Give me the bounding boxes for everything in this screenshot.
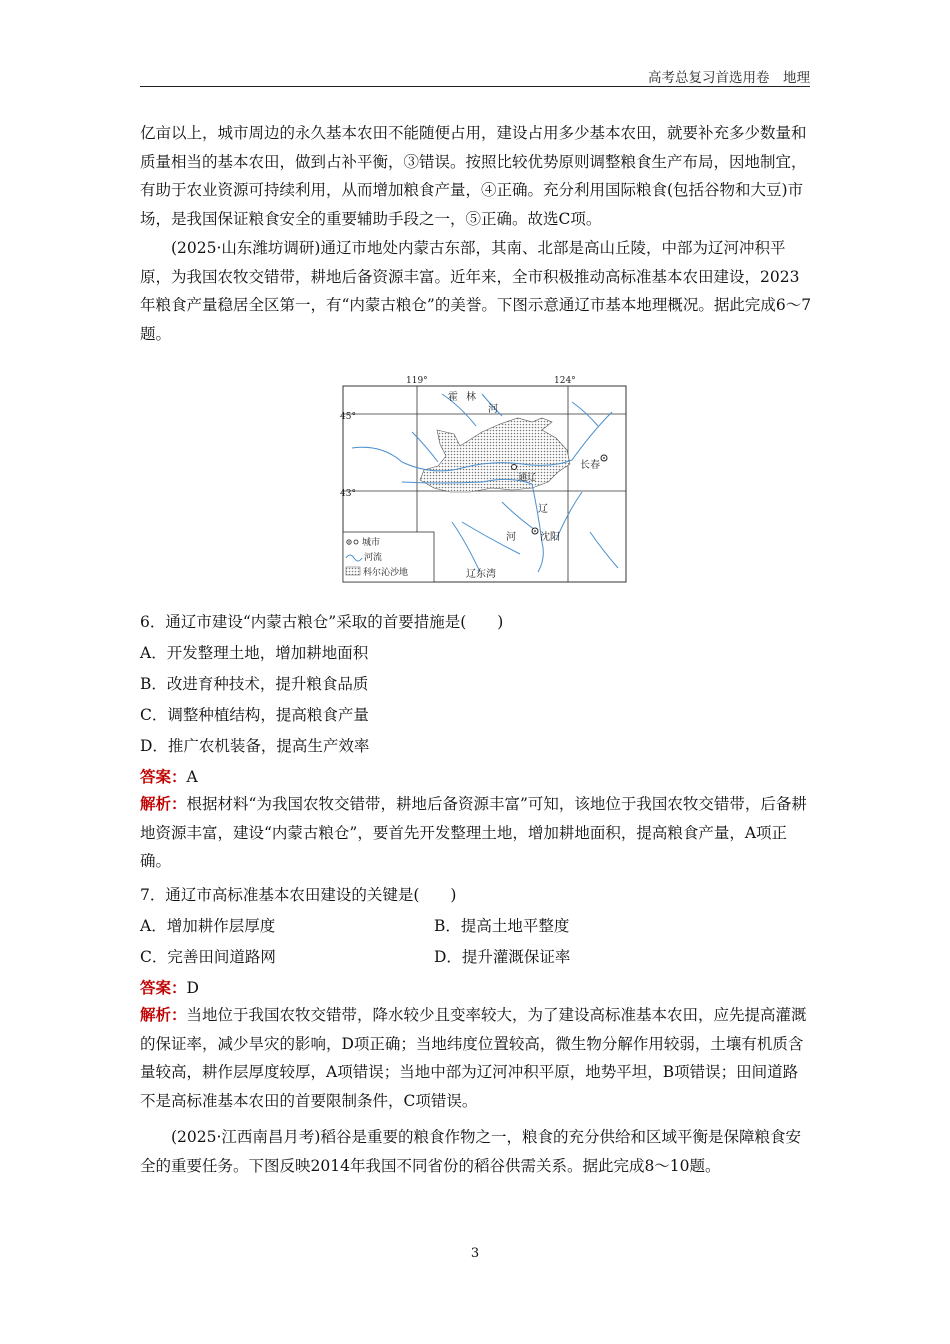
q7-answer-label: 答案： — [140, 978, 187, 997]
q7-analysis-label: 解析： — [140, 1005, 187, 1024]
q6-option-b: B．改进育种技术，提升粮食品质 — [140, 675, 369, 693]
map-label-he-north: 河 — [488, 404, 498, 415]
legend-city-label: 城市 — [362, 538, 381, 548]
q7-answer-value: D — [186, 979, 199, 997]
q6-analysis-text: 根据材料“为我国农牧交错带，耕地后备资源丰富”可知，该地位于我国农牧交错带，后备耕地资源丰富，建设“内蒙古粮仓”，要首先开发整理土地，增加耕地面积，提高粮食产量，A项正确。 — [140, 795, 807, 870]
page-number: 3 — [470, 1246, 480, 1261]
q7-answer — [140, 976, 199, 998]
q6-answer — [140, 765, 198, 787]
paragraph-continued: 亿亩以上，城市周边的永久基本农田不能随便占用，建设占用多少基本农田，就要补充多少数量和质量相当的基本农田，做到占补平衡，③错误。按照比较优势原则调整粮食生产布局，因地制宜，有助于农业资源可持续利用，从而增加粮食产量，④正确。充分利用国际粮食(包括谷物和大豆)市场，是我国保证粮食安全的重要辅助手段之一，⑤正确。故选C项。 — [140, 124, 807, 228]
city-tongliao-marker — [512, 465, 517, 470]
legend-river-label: 河流 — [364, 553, 383, 563]
page-header — [140, 66, 810, 87]
lat-label-45: 45° — [340, 412, 356, 422]
q6-option-d: D．推广农机装备，提高生产效率 — [140, 737, 370, 755]
q6-answer-value: A — [186, 768, 198, 786]
q6-analysis-label: 解析： — [140, 794, 187, 813]
lon-label-119: 119° — [406, 376, 428, 386]
lat-label-43: 43° — [340, 489, 356, 499]
map-label-huo: 霍 — [448, 392, 458, 403]
q6-stem: 6．通辽市建设“内蒙古粮仓”采取的首要措施是( ) — [140, 613, 504, 631]
q7-option-c: C．完善田间道路网 — [140, 948, 276, 966]
q6-option-a: A．开发整理土地，增加耕地面积 — [140, 644, 369, 662]
legend-sandy-icon — [346, 567, 360, 575]
header-title: 高考总复习首选用卷 地理 — [648, 70, 810, 86]
map-label-shenyang: 沈阳 — [540, 532, 560, 543]
q7-option-d: D．提升灌溉保证率 — [434, 948, 571, 966]
paragraph-intro-q8-10: (2025·江西南昌月考)稻谷是重要的粮食作物之一，粮食的充分供给和区域平衡是保障粮食安全的重要任务。下图反映2014年我国不同省份的稻谷供需关系。据此完成8～10题。 — [140, 1128, 801, 1175]
q7-stem: 7．通辽市高标准基本农田建设的关键是( ) — [140, 886, 457, 904]
map-label-changchun: 长春 — [580, 460, 600, 471]
q6-analysis — [140, 790, 812, 876]
q6-answer-label: 答案： — [140, 767, 187, 786]
map-label-liaodong-bay: 辽东湾 — [466, 569, 496, 580]
q6-option-c: C．调整种植结构，提高粮食产量 — [140, 706, 369, 724]
q7-analysis — [140, 1001, 812, 1115]
legend-sandy-label: 科尔沁沙地 — [363, 568, 409, 578]
map-label-he-south: 河 — [506, 532, 516, 543]
lon-label-124: 124° — [554, 376, 576, 386]
map-label-lin: 林 — [466, 392, 476, 403]
paragraph-intro-q6-7: (2025·山东潍坊调研)通辽市地处内蒙古东部，其南、北部是高山丘陵，中部为辽河冲积平原，为我国农牧交错带，耕地后备资源丰富。近年来，全市积极推动高标准基本农田建设，2023年粮食产量稳居全区第一，有“内蒙古粮仓”的美誉。下图示意通辽市基本地理概况。据此完成6～7题。 — [140, 239, 812, 343]
q7-option-a: A．增加耕作层厚度 — [140, 917, 276, 935]
map-legend — [343, 532, 434, 582]
q7-option-b: B．提高土地平整度 — [434, 917, 570, 935]
tongliao-map — [342, 372, 628, 584]
q7-analysis-text: 当地位于我国农牧交错带，降水较少且变率较大，为了建设高标准基本农田，应先提高灌溉的保证率，减少旱灾的影响，D项正确；当地纬度位置较高，微生物分解作用较弱，土壤有机质含量较高，耕作层厚度较厚，A项错误；当地中部为辽河冲积平原，地势平坦，B项错误；田间道路不是高标准基本农田的首要限制条件，C项错误。 — [140, 1006, 807, 1110]
map-label-liao: 辽 — [538, 504, 548, 515]
map-label-tongliao: 通辽 — [518, 473, 537, 483]
